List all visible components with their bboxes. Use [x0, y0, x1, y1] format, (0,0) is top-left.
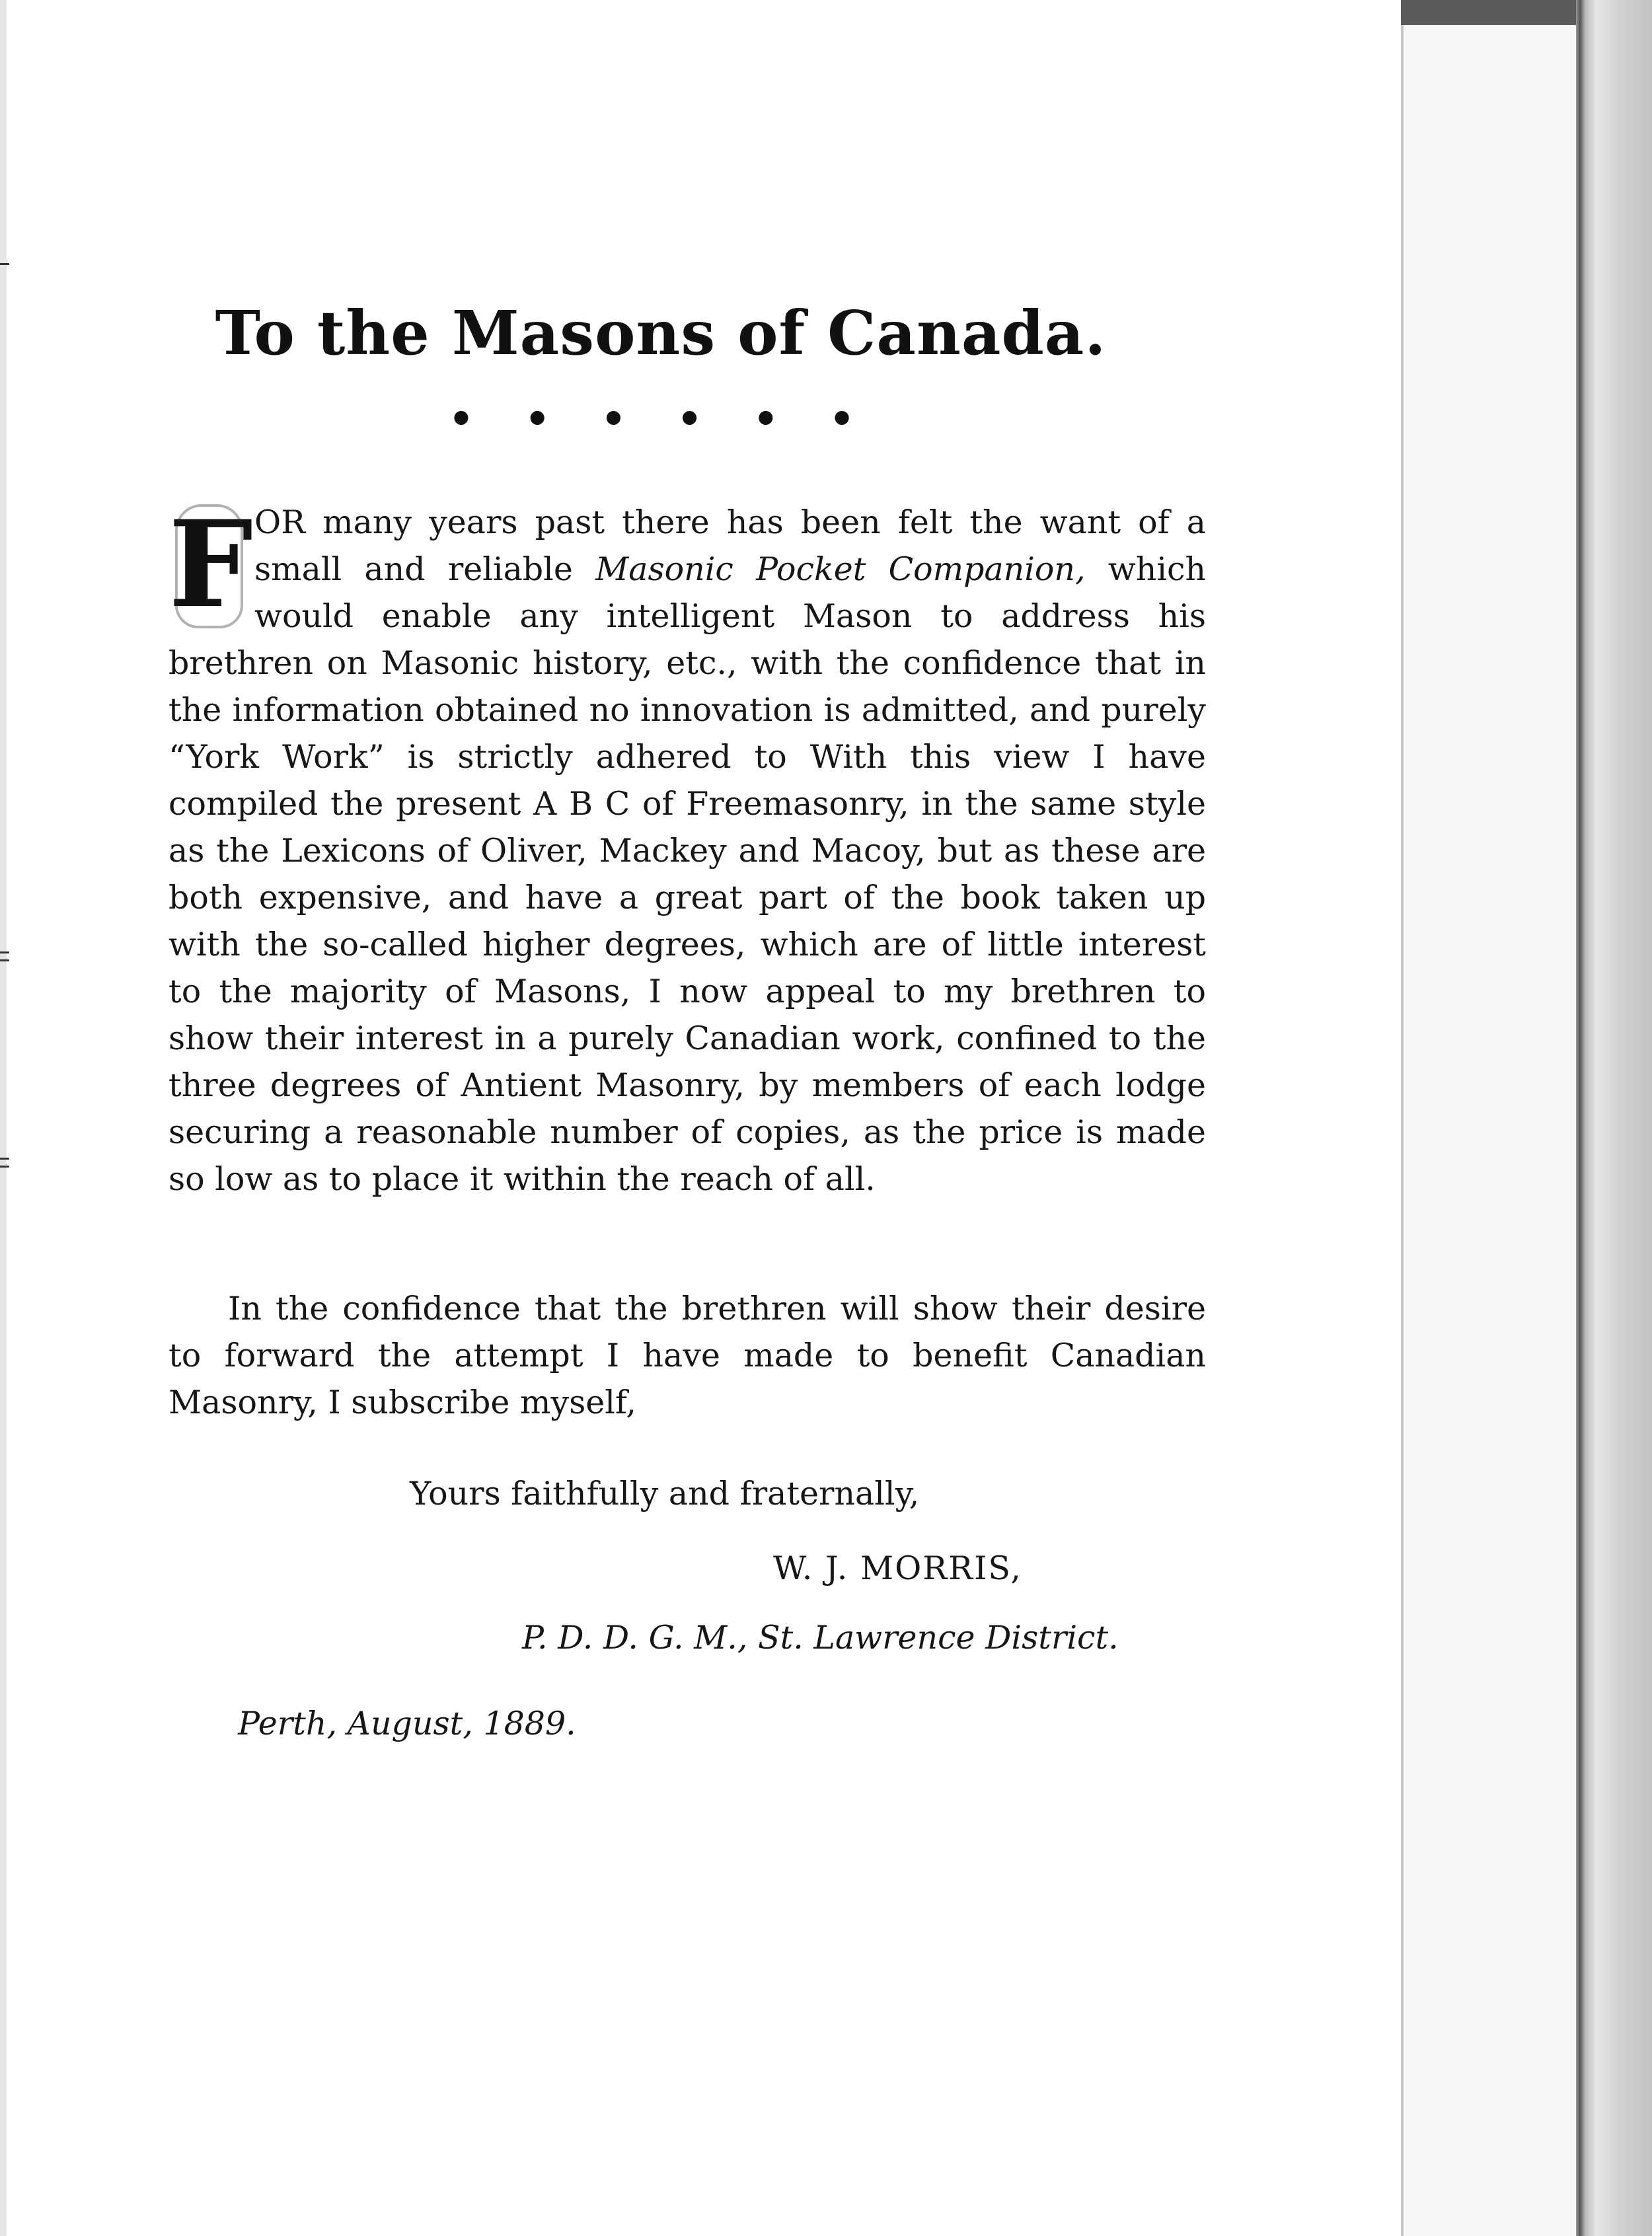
closing-line: Yours faithfully and fraternally, [410, 1475, 920, 1512]
left-edge-mark [0, 1166, 9, 1168]
paragraph-intro [169, 495, 1206, 1203]
paragraph-confidence: In the confidence that the brethren will show their desire to forward the attempt I have made to benefit Canadian Masonry, I subscribe myself, [169, 1290, 1206, 1421]
page-title: To the Masons of Canada. [215, 297, 1107, 369]
left-edge-mark [0, 951, 9, 953]
left-edge-mark [0, 959, 9, 961]
place-and-date: Perth, August, 1889. [238, 1705, 576, 1742]
signature-title: P. D. D. G. M., St. Lawrence District. [522, 1619, 1119, 1657]
dropcap-space [169, 495, 254, 638]
paragraph-intro-text-start: OR many years past there has been felt the want of a small and reliable [254, 503, 1206, 588]
left-edge-mark [0, 1158, 9, 1160]
signature-name: W. J. MORRIS, [773, 1549, 1022, 1587]
paragraph-intro-text-end: which would enable any intelligent Mason to address his brethren on Masonic history, etc., with the confidence that in the information obtained no innovation is admitted, and purely “York Work” is strictly adhered to With this view I have compiled the present A B C of Freemasonry, in the same style as the Lexicons of Oliver, Mackey and Macoy, but as these are both expensive, and have a great part of the book taken up with the so-called higher degrees, which are of little interest to the majority of Masons, I now appeal to my brethren to show their interest in a purely Canadian work, confined to the three degrees of Antient Masonry, by members of each lodge securing a reasonable number of copies, as the price is made so low as to place it within the reach of all. [169, 550, 1206, 1198]
page-edge-line [1401, 0, 1404, 2236]
left-edge-mark [0, 263, 9, 265]
book-title-italic: Masonic Pocket Companion, [595, 550, 1086, 588]
ornament-dots: • • • • • • [448, 396, 874, 443]
book-spine-edge [1576, 0, 1652, 2236]
dropcap-letter: F [169, 495, 253, 634]
